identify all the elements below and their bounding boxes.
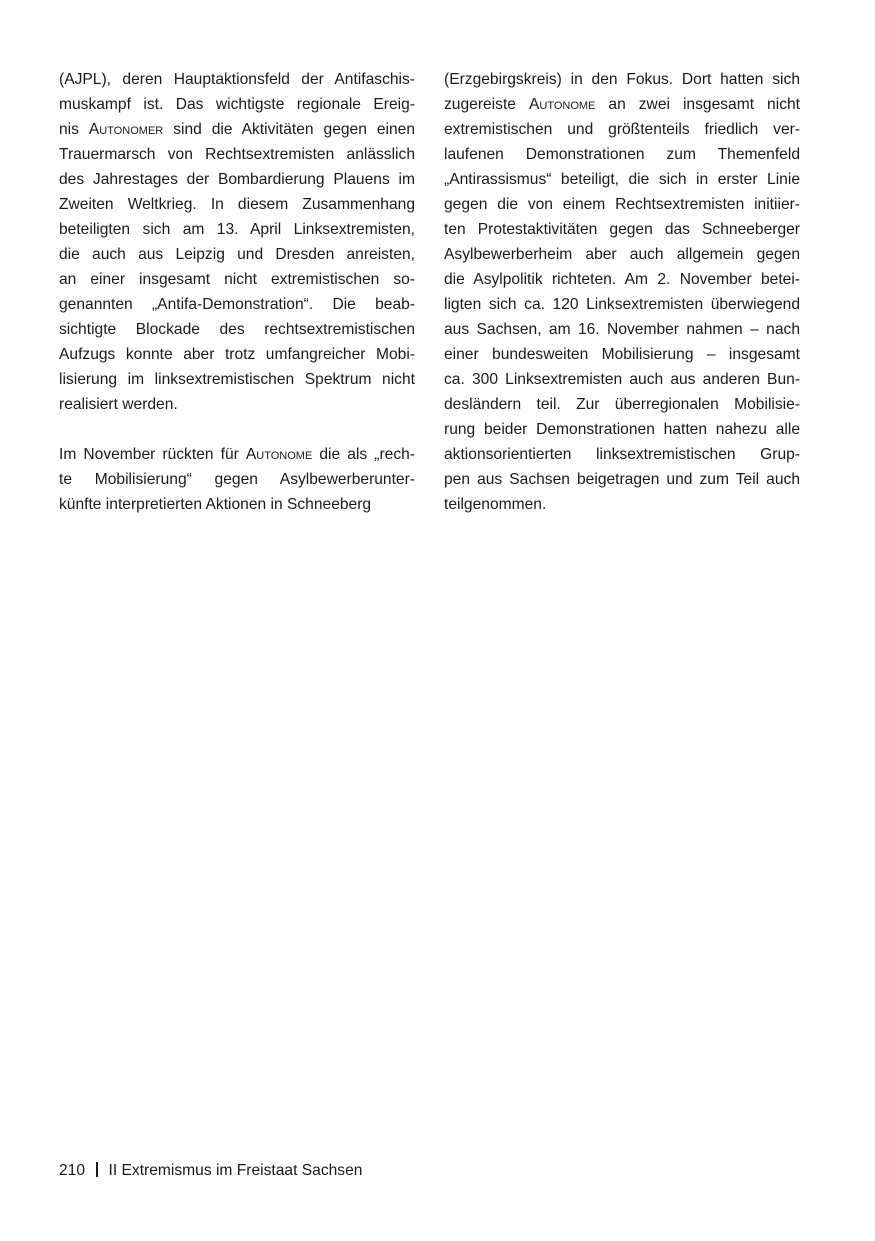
text-line: Aufzugs konnte aber trotz umfangreicher Mobi-: [59, 346, 415, 363]
text-line: ligten sich ca. 120 Linksextremisten überwiegend: [444, 296, 800, 313]
text-line: teilgenommen.: [444, 496, 547, 513]
small-caps-term: Autonomer: [88, 121, 164, 138]
text-segment: Im November rückten für: [59, 446, 246, 463]
page-footer: [59, 1160, 362, 1182]
text-segment: die als „rech-: [312, 446, 415, 463]
small-caps-term: Autonome: [245, 446, 313, 463]
text-line: extremistischen und größtenteils friedlich ver-: [444, 121, 800, 138]
text-line: Asylbewerberheim aber auch allgemein gegen: [444, 246, 800, 263]
text-line: gegen die von einem Rechtsextremisten initiier-: [444, 196, 800, 213]
text-line: einer bundesweiten Mobilisierung – insgesamt: [444, 346, 800, 363]
text-line: te Mobilisierung“ gegen Asylbewerberunter-: [59, 471, 415, 488]
text-line: lisierung im linksextremistischen Spektrum nicht: [59, 371, 415, 388]
text-line: laufenen Demonstrationen zum Themenfeld: [444, 146, 800, 163]
text-line: des Jahrestages der Bombardierung Plauens im: [59, 171, 415, 188]
text-line: an einer insgesamt nicht extremistischen so-: [59, 271, 415, 288]
text-line: desländern teil. Zur überregionalen Mobilisie-: [444, 396, 800, 413]
text-line: ca. 300 Linksextremisten auch aus anderen Bun-: [444, 371, 800, 388]
small-caps-term: Autonome: [528, 96, 596, 113]
text-line: aktionsorientierten linksextremistischen Grup-: [444, 446, 800, 463]
footer-separator: [96, 1162, 98, 1177]
text-line: Trauermarsch von Rechtsextremisten anlässlich: [59, 146, 415, 163]
text-line: die auch aus Leipzig und Dresden anreisten,: [59, 246, 415, 263]
text-line: realisiert werden.: [59, 396, 178, 413]
text-line: [59, 442, 415, 467]
text-line: ten Protestaktivitäten gegen das Schneeberger: [444, 221, 800, 238]
paragraph: [444, 67, 800, 517]
paragraph: [59, 442, 415, 517]
text-line: rung beider Demonstrationen hatten nahezu alle: [444, 421, 800, 438]
paragraph: [59, 67, 415, 417]
right-column: [444, 67, 800, 517]
text-line: genannten „Antifa-Demonstration“. Die beab-: [59, 296, 415, 313]
text-line: „Antirassismus“ beteiligt, die sich in erster Linie: [444, 171, 800, 188]
text-line: sichtigte Blockade des rechtsextremistischen: [59, 321, 415, 338]
text-segment: zugereiste: [444, 96, 529, 113]
text-line: pen aus Sachsen beigetragen und zum Teil auch: [444, 471, 800, 488]
section-title: II Extremismus im Freistaat Sachsen: [108, 1162, 363, 1179]
page-number: 210: [59, 1162, 86, 1179]
text-line: [59, 117, 415, 142]
text-line: muskampf ist. Das wichtigste regionale Ereig-: [59, 96, 415, 113]
text-segment: sind die Aktivitäten gegen einen: [163, 121, 415, 138]
text-line: (Erzgebirgskreis) in den Fokus. Dort hatten sich: [444, 71, 800, 88]
text-line: künfte interpretierten Aktionen in Schneeberg: [59, 496, 372, 513]
text-line: [444, 92, 800, 117]
text-line: die Asylpolitik richteten. Am 2. November betei-: [444, 271, 800, 288]
text-line: aus Sachsen, am 16. November nahmen – nach: [444, 321, 800, 338]
text-line: Zweiten Weltkrieg. In diesem Zusammenhang: [59, 196, 415, 213]
left-column: [59, 67, 415, 517]
text-segment: nis: [59, 121, 89, 138]
text-line: beteiligten sich am 13. April Linksextremisten,: [59, 221, 415, 238]
text-line: (AJPL), deren Hauptaktionsfeld der Antifaschis-: [59, 71, 415, 88]
paragraph-gap: [59, 417, 415, 442]
text-segment: an zwei insgesamt nicht: [595, 96, 800, 113]
